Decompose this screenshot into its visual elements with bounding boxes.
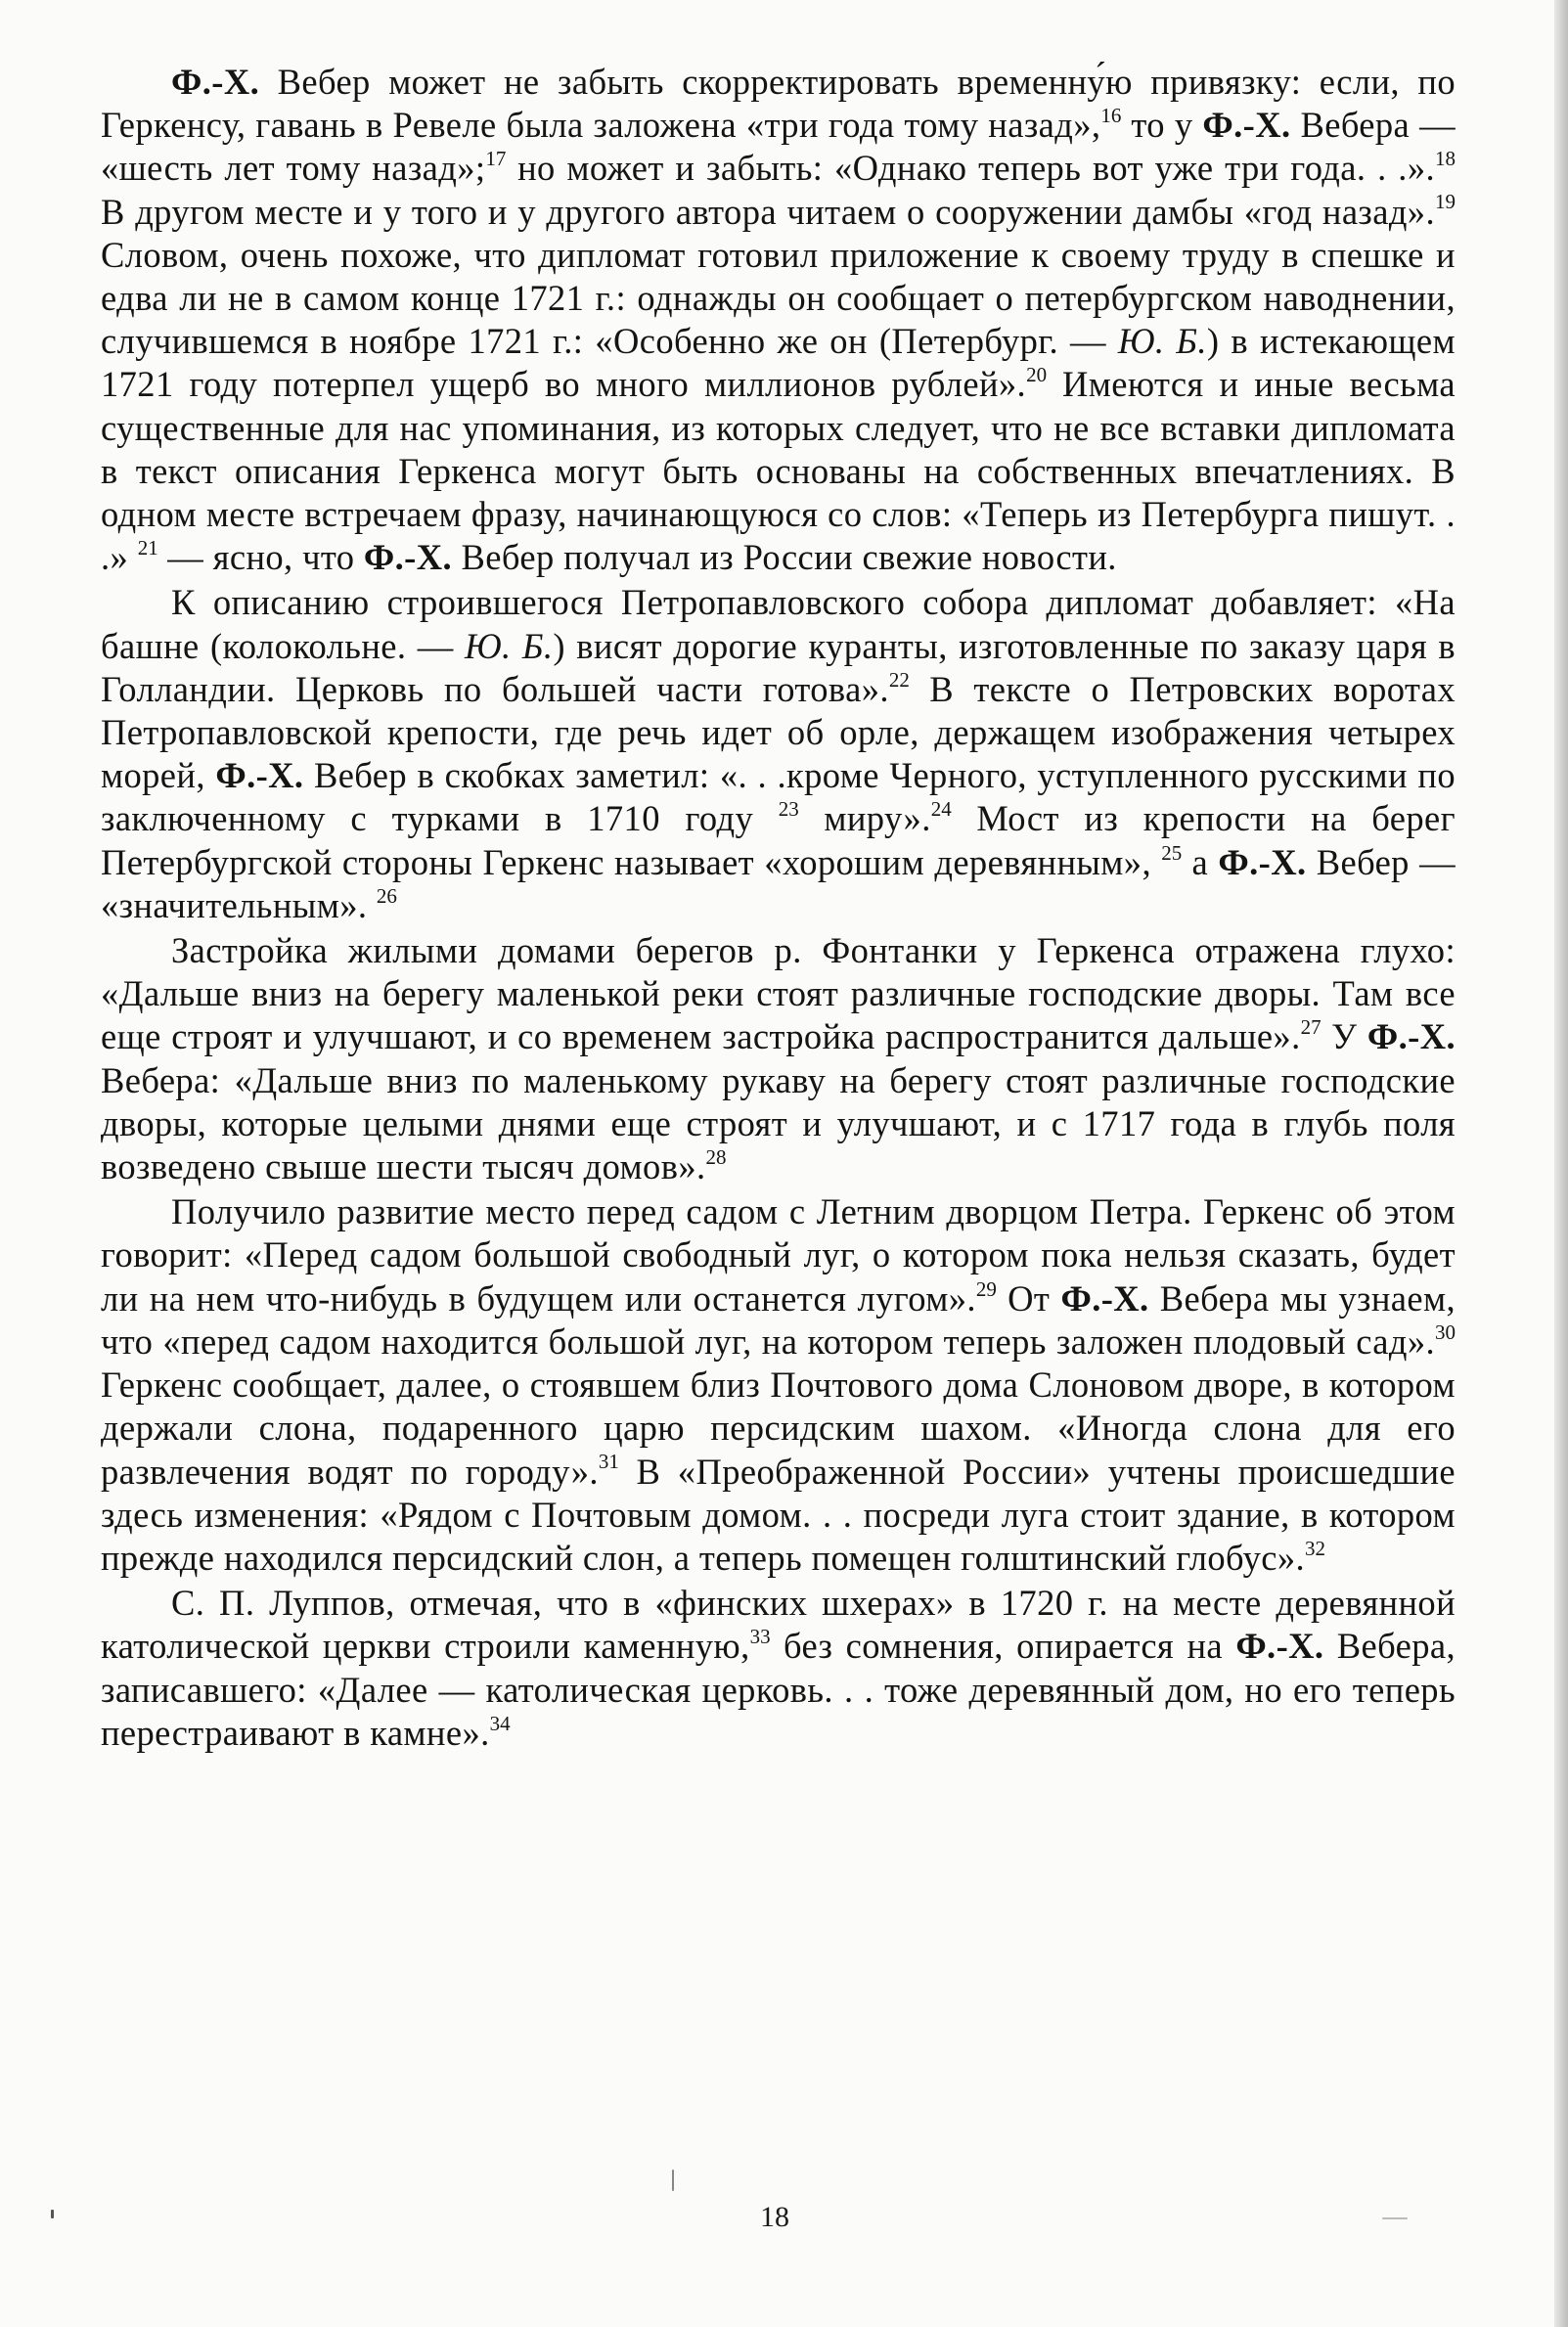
text-run: В другом месте и у того и у другого автора читаем о сооружении дамбы «год назад». [101, 191, 1435, 232]
text-run: а [1182, 841, 1219, 882]
text-run: В «Преображенной России» учтены происшедшие здесь изменения: «Рядом с Почтовым домом. . . посреди луга стоит здание, в котором прежде находился персидский слон, а теперь помещен голштинский глобус». [101, 1451, 1456, 1578]
text-run: ) в истекающем 1721 году потерпел ущерб во много миллионов рублей». [101, 321, 1456, 405]
footnote-ref: 34 [489, 1711, 511, 1735]
page-number: 18 [760, 2201, 789, 2233]
text-run: — ясно, что [157, 537, 364, 578]
author-name: Ф.-Х. [1060, 1277, 1149, 1319]
footnote-ref: 23 [778, 797, 799, 822]
scan-speck [51, 2210, 54, 2218]
author-name: Ф.-Х. [363, 537, 453, 578]
editor-initials: Ю. Б. [1117, 321, 1207, 362]
paragraph [101, 929, 1456, 1188]
footnote-ref: 21 [137, 536, 158, 560]
text-run: то у [1121, 105, 1203, 146]
text-run: Получило развитие место перед садом с Летним дворцом Петра. Геркенс об этом говорит: «Перед садом большой свободный луг, о котором пока нельзя сказать, будет ли на нем что-нибудь в будущем или останется лугом». [101, 1191, 1456, 1319]
text-run: С. П. Луппов, отмечая, что в «финских шхерах» в 1720 г. на месте деревянной католической церкви строили каменную, [101, 1583, 1456, 1667]
footnote-ref: 16 [1100, 104, 1122, 128]
footnote-ref: 29 [975, 1276, 997, 1301]
scan-speck [672, 2170, 674, 2191]
author-name: Ф.-Х. [1235, 1626, 1324, 1667]
footnote-ref: 31 [598, 1450, 619, 1474]
footnote-ref: 32 [1305, 1536, 1326, 1560]
footnote-ref: 25 [1161, 840, 1183, 865]
author-name: Ф.-Х. [1202, 105, 1291, 146]
text-run: Словом, очень похоже, что дипломат готовил приложение к своему труду в спешке и едва ли не в самом конце 1721 г.: однажды он сообщает о петербургском наводнении, случившемся в ноябре 1721 г.: «Особенно же он (Петербург. — [101, 234, 1456, 362]
text-run: Вебера: «Дальше вниз по маленькому рукаву на берегу стоят различные господские дворы, которые целыми днями еще строят и улучшают, и с 1717 года в глубь поля возведено свыше шести тысяч домов». [101, 1059, 1456, 1187]
text-run: но может и забыть: «Однако теперь вот уже три года. . .». [506, 148, 1436, 189]
text-run: Вебер получал из России свежие новости. [452, 537, 1117, 578]
text-run: ) висят дорогие куранты, изготовленные по заказу царя в Голландии. Церковь по большей части готова». [101, 625, 1456, 709]
text-run: Вебер может не забыть скорректировать временну́ю привязку: если, по Геркенсу, гавань в Ревеле была заложена «три года тому назад», [101, 62, 1456, 146]
author-name: Ф.-Х. [1366, 1016, 1456, 1057]
footnote-ref: 20 [1026, 363, 1048, 387]
footnote-ref: 22 [888, 667, 910, 692]
footnote-ref: 18 [1435, 147, 1456, 171]
text-run: Вебер — «значительным». [101, 841, 1456, 925]
text-run: От [996, 1277, 1061, 1319]
text-run: К описанию строившегося Петропавловского собора дипломат добавляет: «На башне (колокольне. — [101, 582, 1456, 666]
footnote-ref: 26 [376, 883, 397, 908]
footnote-ref: 24 [930, 797, 952, 822]
scan-speck [1382, 2217, 1408, 2219]
footnote-ref: 17 [485, 147, 507, 171]
footnote-ref: 30 [1435, 1320, 1456, 1344]
text-run: Вебера мы узнаем, что «перед садом находится большой луг, на котором теперь заложен плодовый сад». [101, 1277, 1456, 1362]
text-run: У [1321, 1016, 1367, 1057]
text-run: Вебера, записавшего: «Далее — католическая церковь. . . тоже деревянный дом, но его теперь перестраивают в камне». [101, 1626, 1456, 1753]
paragraph [101, 61, 1456, 579]
text-run: без сомнения, опирается на [770, 1626, 1236, 1667]
paragraph [101, 1582, 1456, 1755]
text-run: Имеются и иные весьма существенные для нас упоминания, из которых следует, что не все вставки дипломата в текст описания Геркенса могут быть основаны на собственных впечатлениях. В одном месте встречаем фразу, начинающуюся со слов: «Теперь из Петербурга пишут. . .» [101, 364, 1456, 578]
footnote-ref: 33 [749, 1625, 771, 1649]
page-edge-shadow [1554, 0, 1568, 2327]
text-run: Застройка жилыми домами берегов р. Фонтанки у Геркенса отражена глухо: «Дальше вниз на берегу маленькой реки стоят различные господские дворы. Там все еще строят и улучшают, и со временем застройка распространится дальше». [101, 930, 1456, 1057]
text-run: Геркенс сообщает, далее, о стоявшем близ Почтового дома Слоновом дворе, в котором держали слона, подаренного царю персидским шахом. «Иногда слона для его развлечения водят по городу». [101, 1365, 1456, 1492]
paragraph [101, 581, 1456, 927]
footnote-ref: 28 [705, 1144, 727, 1169]
author-name: Ф.-Х. [171, 62, 260, 102]
footnote-ref: 27 [1300, 1015, 1322, 1040]
paragraph [101, 1190, 1456, 1580]
author-name: Ф.-Х. [215, 755, 304, 796]
footnote-ref: 19 [1435, 190, 1456, 214]
author-name: Ф.-Х. [1218, 841, 1307, 882]
text-run: Вебера — «шесть лет тому назад»; [101, 105, 1456, 189]
text-run: Мост из крепости на берег Петербургской стороны Геркенс называет «хорошим деревянным», [101, 798, 1456, 882]
editor-initials: Ю. Б. [464, 625, 554, 666]
text-run: миру». [798, 798, 931, 839]
text-run: Вебер в скобках заметил: «. . .кроме Черного, уступленного русскими по заключенному с турками в 1710 году [101, 755, 1456, 839]
body-text [101, 61, 1456, 1755]
text-run: В тексте о Петровских воротах Петропавловской крепости, где речь идет об орле, держащем изображения четырех морей, [101, 668, 1456, 796]
